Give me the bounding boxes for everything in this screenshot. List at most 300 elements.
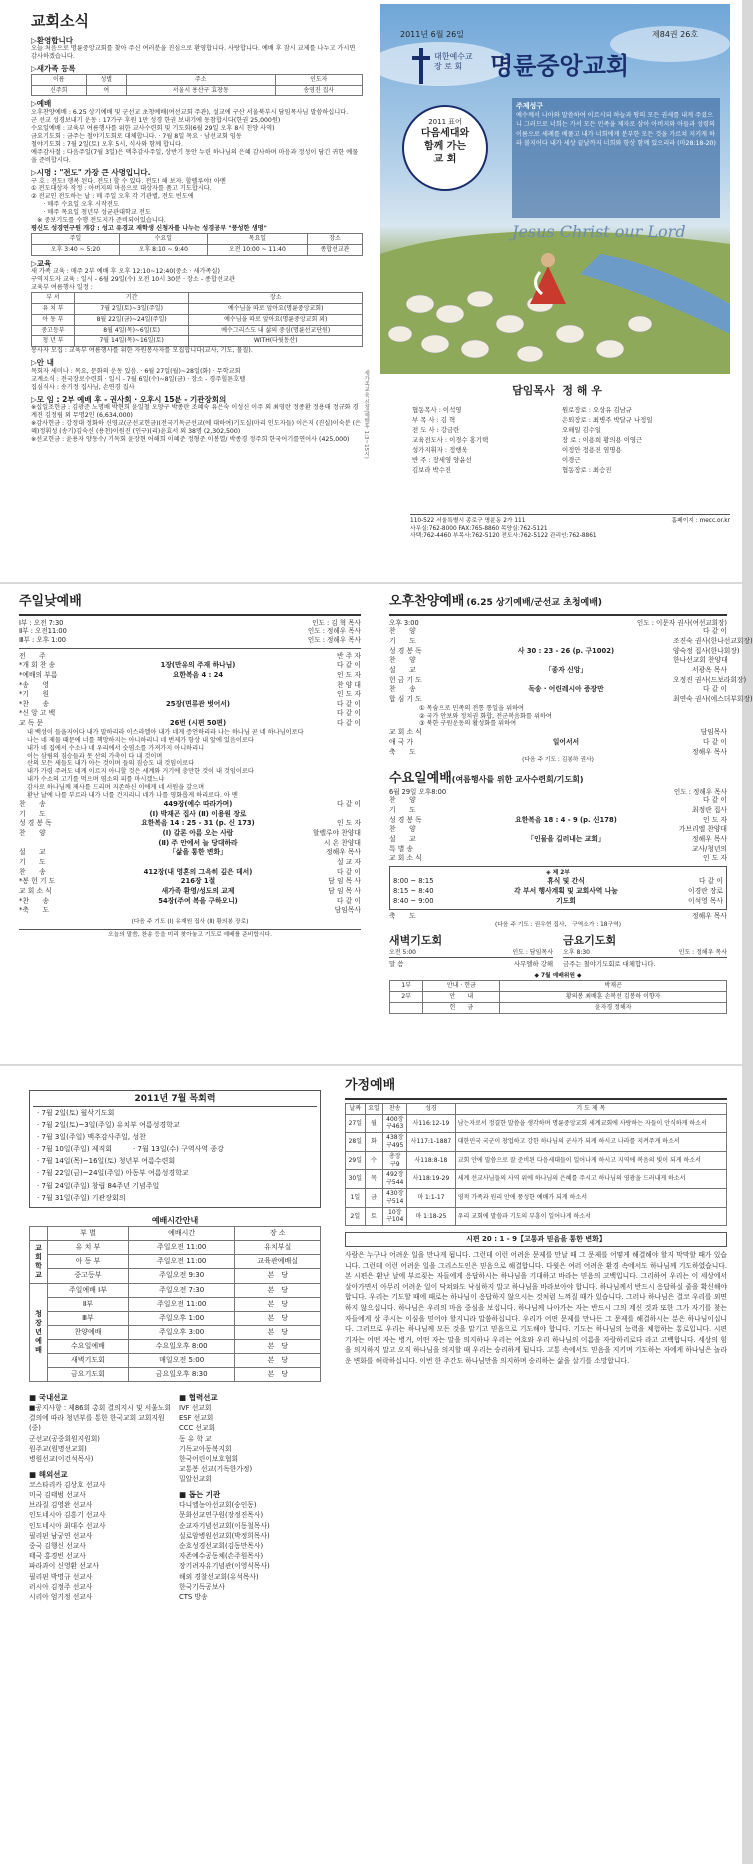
wednesday-time-row: [389, 788, 727, 797]
order-content: 「인물을 길러내는 교회」: [527, 834, 605, 843]
support-heading: ■ 돕는 기관: [179, 1490, 221, 1500]
order-person: 다 같 이: [702, 685, 727, 694]
table-cell: 중고등부: [32, 325, 75, 336]
order-item: 8:15 ~ 8:40: [393, 886, 434, 895]
table-cell: 8월 22일(금)~24일(주일): [74, 314, 189, 325]
staff-right: 이경근: [562, 455, 581, 464]
support-list: [179, 1500, 321, 1602]
order-content: 요한복음 18 : 4 - 9 (p. 신178): [515, 815, 617, 824]
text-line: 문화선교연구원(장정진목사): [179, 1511, 264, 1520]
order-person: 서광옥 목사: [692, 666, 727, 675]
order-row: [389, 748, 727, 758]
dawn-time: 오전 5:00: [389, 948, 416, 956]
staff-left: 협동목사 : 이석영: [412, 406, 462, 414]
table-cell: 본 당: [235, 1354, 321, 1368]
order-item: 특 별 송: [389, 844, 414, 853]
text-line: 중국 김행신 선교사: [29, 1541, 86, 1550]
welcome-heading: ▷환영합니다: [31, 35, 73, 45]
dawn-label: 말 씀: [389, 959, 404, 968]
volunteer-note: 봉사자 모집 : 교육부 여름행사를 위한 자원봉사자를 모집합니다(교사, 기도, 물질).: [31, 347, 253, 355]
evening-title: 오후찬양예배: [389, 594, 465, 609]
order-row: [19, 819, 361, 829]
order-row: [19, 719, 361, 729]
column-header: [30, 1227, 48, 1241]
order-person: 찬 양 대: [336, 680, 361, 689]
overseas-heading: ■ 해외선교: [29, 1470, 68, 1480]
order-row: [389, 685, 727, 695]
order-row: [389, 637, 753, 647]
table-row: [30, 1354, 321, 1368]
text-line: 인도네시아 최대수 선교사: [29, 1521, 106, 1530]
dawn-friday-row: [389, 934, 727, 967]
table-row: [30, 1311, 321, 1325]
order-person: 인 도 자: [336, 670, 361, 679]
order-item: 축 도: [389, 747, 416, 756]
text-line: 미국 김태범 선교사: [29, 1491, 86, 1500]
evening-next-prayer: (다음 주 기도 : 김봉하 권사): [522, 757, 594, 764]
order-row: [389, 845, 727, 855]
welcome-text: 오늘 처음으로 명륜중앙교회를 찾아 주신 여러분을 진심으로 환영합니다. 사랑합니다. 예배 후 잠시 교제를 나누고 가시면 감사하겠습니다.: [31, 45, 356, 61]
order-content: (Ⅱ) 주 안에서 늘 당대하라: [158, 838, 238, 847]
table-cell: 본 당: [235, 1283, 321, 1297]
part2-box: [389, 866, 727, 910]
order-item: 기 도: [389, 805, 416, 814]
table-cell: 주일오전 11:00: [128, 1297, 235, 1311]
table-cell: 남는자로서 정결한 말씀을 생각하며 명륜중앙교회 세계교회에 사랑하는 자들이 안식하게 하소서: [455, 1114, 726, 1133]
staff-row: [412, 466, 712, 476]
wednesday-order-list: [389, 796, 727, 863]
staff-row: [412, 426, 712, 436]
order-item: 교 회 소 식: [389, 854, 422, 863]
wednesday-closing: [389, 912, 727, 922]
table-cell: 오후 8:10 ~ 9:40: [119, 244, 207, 255]
column-header: 장 소: [235, 1227, 321, 1241]
order-item: 성 경 봉 독: [389, 815, 422, 824]
text-line: 자존예수공동체(손주원목사): [179, 1552, 264, 1561]
order-person: 최정란 집사: [692, 805, 727, 814]
table-cell: 본 당: [235, 1297, 321, 1311]
order-item: 찬 송: [19, 800, 46, 809]
table-cell: 아 동 부: [32, 314, 75, 325]
table-row: [30, 1241, 321, 1255]
table-cell: 수요일예배: [48, 1339, 129, 1353]
table-cell: 29일: [346, 1151, 366, 1170]
table-cell: 사118:8-18: [407, 1151, 456, 1170]
table-cell: 수: [365, 1151, 383, 1170]
order-content: 1장(만유의 주재 하나님): [160, 661, 236, 670]
table-cell: 본 당: [235, 1368, 321, 1382]
order-row: [389, 675, 747, 686]
order-person: 인 도 자: [336, 690, 361, 699]
order-content: 216장 1절: [180, 877, 216, 886]
column-header: 수요일: [119, 234, 207, 245]
table-cell: 주일예배 Ⅰ부: [48, 1283, 129, 1297]
table-cell: 예수그리스도 내 삶의 중심(명륜선교단원): [189, 325, 363, 336]
text-line: 철야기도회 : 7월 2일(토) 오후 5시, 식사와 함께 합니다.: [31, 140, 183, 148]
order-person: 다 같 이: [336, 699, 361, 708]
overseas-list: [29, 1480, 171, 1602]
text-line: 군 선교 성경보내기 운동 : 17가구 후원 1만 성경 한권 보내기에 동참합시다(한권 25,000원): [31, 117, 281, 125]
order-row: [19, 709, 361, 719]
order-content: 휴식 및 간식: [547, 877, 585, 886]
text-line: 태국 홍경빈 선교사: [29, 1552, 86, 1561]
table-cell: 492장 구544: [383, 1170, 407, 1189]
order-content: (Ⅰ) 갈론 아름 오는 사람: [162, 829, 234, 838]
table-cell: 유 치 부: [48, 1241, 129, 1255]
cover-date: 2011년 6월 26일: [400, 30, 464, 39]
text-line: 감사로 하나님께 제사를 드리며 지존하신 이에게 네 서원을 갚으며: [27, 784, 205, 792]
table-row: [346, 1114, 727, 1133]
order-person: 최연숙 권사(에스더부회장): [673, 694, 753, 703]
text-line: 목회자 세미나 : 목요, 문화의 운동 있음. · 6월 27일(월)~28일(화) · 무학교회: [31, 367, 241, 375]
column-header: 성경: [407, 1103, 456, 1114]
column-header: 요일: [365, 1103, 383, 1114]
page-middle: [0, 584, 753, 1064]
table-cell: 금요일오후 8:30: [128, 1368, 235, 1382]
order-item: 8:00 ~ 8:15: [393, 877, 434, 886]
table-cell: 청 년 부: [32, 336, 75, 347]
order-row: [19, 652, 361, 662]
table-cell: 28일: [346, 1133, 366, 1152]
table-cell: 여: [86, 85, 126, 96]
staff-row: [412, 456, 712, 466]
family-title: 가정예배: [345, 1078, 396, 1093]
service-time-row: [19, 636, 361, 645]
order-row: [19, 810, 361, 820]
table-cell: 27일: [346, 1114, 366, 1133]
order-person: 다 같 이: [336, 709, 361, 718]
order-row: [389, 806, 727, 816]
order-person: 인 도 자: [702, 815, 727, 824]
calendar-item: · 7월 22일(금)~24일(주일) 아동부 여름성경학교: [37, 1169, 189, 1178]
table-cell: 2부: [390, 992, 423, 1003]
text-line: 순호성경선교회(김동만목사): [179, 1541, 264, 1550]
table-cell: 오후 3:40 ~ 5:20: [32, 244, 120, 255]
motto-year: 2011 표어: [428, 118, 462, 126]
order-item: 찬 양: [389, 796, 416, 805]
text-line: ① 목숨으로 민족의 전통 통일을 위하여: [419, 704, 525, 712]
coop-heading: ■ 협력선교: [179, 1393, 218, 1403]
table-cell: 우리 교회에 말씀과 기도의 부흥이 일어나게 하소서: [455, 1207, 726, 1226]
order-person: 담 임 목 사: [328, 886, 361, 895]
text-line: 해외 경찰선교회(유석목사): [179, 1572, 259, 1581]
order-row: [389, 816, 727, 826]
table-cell: 매일오전 5:00: [128, 1354, 235, 1368]
column-header: 주일: [32, 234, 120, 245]
order-item: 성 경 봉 독: [389, 646, 422, 655]
order-content: 요한복음 4 : 24: [172, 670, 224, 679]
table-row: [30, 1283, 321, 1297]
order-row: [19, 897, 361, 907]
text-line: CTS 방송: [179, 1592, 208, 1601]
evening-order-list: [389, 627, 753, 704]
table-cell: 안내 · 헌금: [423, 981, 500, 992]
order-row: [393, 877, 723, 887]
table-cell: 주일오전 11:00: [128, 1255, 235, 1269]
order-row: [19, 868, 361, 878]
table-row: [390, 1002, 727, 1013]
text-line: 인도네시아 김흥기 선교사: [29, 1511, 106, 1520]
table-cell: 유 치 부: [32, 304, 75, 315]
missions-right: [179, 1390, 321, 1602]
text-line: 기독교아동복지회: [179, 1444, 232, 1453]
staff-row: [412, 436, 712, 446]
wednesday-subtitle: (여름행사를 위한 교사수련회/기도회): [451, 774, 584, 784]
order-row: [19, 887, 361, 897]
order-row: [19, 700, 361, 710]
table-row: [32, 304, 363, 315]
order-item: *축 도: [19, 906, 50, 915]
devotion-title: 시편 20 : 1 - 9【고통과 믿음을 통한 변화】: [345, 1232, 727, 1247]
text-line: 구 호 : 전도! 행복 된다. 전도! 할 수 있다. 전도! 해 보자. 할렐루야! 아멘: [31, 177, 226, 185]
table-row: [30, 1368, 321, 1382]
column-header: 장소: [307, 234, 362, 245]
missions-left: [29, 1390, 171, 1602]
table-cell: Ⅲ부: [48, 1311, 129, 1325]
table-cell: 사118:19-29: [407, 1170, 456, 1189]
order-person: 가브리엘 찬양대: [678, 825, 727, 834]
staff-list: [412, 406, 712, 475]
text-line: 순교자기념선교회(이동철목사): [179, 1521, 270, 1530]
order-person: 담임목사: [334, 906, 361, 915]
text-line: 파라과이 신영환 선교사: [29, 1562, 99, 1571]
theme-verse-box: [512, 98, 720, 218]
table-cell: 주일오전 9:30: [128, 1269, 235, 1283]
table-row: [346, 1207, 727, 1226]
theme-label: 주제성구: [516, 102, 544, 110]
order-content: 새가족 환영/성도의 교제: [161, 886, 235, 895]
education-notices: [31, 268, 363, 292]
table-cell: 황의봉 최배훈 손복선 김봉하 이향자: [500, 992, 727, 1003]
text-line: 브라질 김영완 선교사: [29, 1501, 93, 1510]
text-line: 교통봉 선교(기독한가정): [179, 1465, 253, 1474]
table-cell: 박재곤: [500, 981, 727, 992]
schedule-title: 예배시간안내: [151, 1215, 199, 1225]
order-content: 기도회: [556, 896, 576, 905]
order-content: 「종자 신앙」: [544, 666, 588, 675]
order-row: [389, 738, 727, 748]
table-cell: 화: [365, 1133, 383, 1152]
column-header: 찬송: [383, 1103, 407, 1114]
staff-right: 오해일 김수일: [562, 425, 602, 434]
text-line: 구역지도자 교육 : 일시 - 6월 29일(수) 오전 10시 30분 · 장소 - 종합선교관: [31, 276, 235, 284]
order-person: 양숙정 집사(한나회장): [673, 646, 740, 655]
table-header-row: [346, 1103, 727, 1114]
column-header: 날짜: [346, 1103, 366, 1114]
text-line: 내가 네 집에서 수소나 네 우리에서 숫염소를 가져가지 아니하리니: [27, 744, 205, 752]
wednesday-next-prayer: (다음 주 기도 : 권우현 집사, 구역소가 : 18구역): [495, 921, 621, 928]
table-row: [30, 1297, 321, 1311]
order-item: 기 도: [19, 809, 46, 818]
service-leader: 인도 : 김 혁 목사: [312, 618, 361, 627]
table-cell: 금요기도회: [48, 1368, 129, 1382]
table-cell: 주일오후 1:00: [128, 1311, 235, 1325]
table-cell: 본 당: [235, 1269, 321, 1283]
evening-title-row: [389, 594, 727, 611]
text-line: 환난 날에 나를 부르라 내가 너를 건지리니 네가 나를 영화롭게 하리로다. 아 멘: [27, 792, 238, 800]
order-person: 다 같 이: [698, 877, 723, 886]
prayer-items: [389, 705, 727, 729]
table-cell: 10장 구104: [383, 1207, 407, 1226]
order-row: [19, 877, 361, 887]
column-header: 부 별: [48, 1227, 129, 1241]
friday-title: 금요기도회: [563, 934, 617, 948]
order-row: [389, 666, 727, 676]
table-row: [346, 1151, 727, 1170]
order-row: [389, 646, 740, 657]
order-item: *기 원: [19, 690, 50, 699]
order-person: 다 같 이: [336, 661, 361, 670]
table-header-row: [32, 293, 363, 304]
order-person: 다 같 이: [336, 896, 361, 905]
order-row: [19, 681, 361, 691]
order-row: [19, 690, 361, 700]
table-cell: 본 당: [235, 1325, 321, 1339]
order-row: [19, 829, 361, 839]
table-cell: 새벽기도회: [48, 1354, 129, 1368]
text-line: 필리핀 남궁연 선교사: [29, 1531, 93, 1540]
order-content: 25장(면류관 벗어서): [166, 699, 230, 708]
text-line: 실로암병원선교회(박정희목사): [179, 1531, 270, 1540]
column-header: 주소: [126, 74, 275, 85]
table-cell: 안 내: [423, 992, 500, 1003]
text-line: 코스타리카 김상호 선교사: [29, 1480, 106, 1489]
staff-right: 협동장로 : 최승진: [562, 465, 612, 474]
text-line: 새 가족 교육 : 매주 2부 예배 후 오후 12:10~12:40(중소 · 새가족실): [31, 268, 220, 276]
table-cell: 본 당: [235, 1311, 321, 1325]
staff-left: 교육전도사 : 이경수 홍기택: [412, 435, 489, 444]
order-row: [19, 858, 361, 868]
text-line: 한국기독공보사: [179, 1582, 225, 1591]
text-line: CCC 선교회: [179, 1424, 216, 1433]
table-cell: 금: [365, 1189, 383, 1208]
motto-circle: [402, 105, 488, 191]
order-item: 8:40 ~ 9:00: [393, 896, 434, 905]
text-line: 교육부 여름행사 일정 :: [31, 284, 93, 292]
page-bottom: [0, 1066, 742, 1864]
phone-line2: 사택:762-4460 부목사:762-5120 전도사:762-5122 관리인:762-8861: [410, 533, 597, 540]
calendar-item: · 7월 10일(주일) 제직회 · 7월 13일(수) 구역사역 종강: [37, 1145, 224, 1154]
table-cell: 중고등부: [48, 1269, 129, 1283]
text-line: 한국어린이보호협회: [179, 1454, 239, 1463]
table-row: [32, 314, 363, 325]
part2-rows: [393, 877, 723, 906]
wednesday-title-row: [389, 771, 727, 788]
order-content: 「삶을 통한 변화」: [169, 848, 227, 857]
calendar-item: · 7월 3일(주일) 맥추감사주일, 성찬: [37, 1132, 146, 1141]
service-time-row: [19, 627, 361, 636]
evangelism-notices: [31, 178, 363, 226]
text-line: 러시아 김정주 선교사: [29, 1582, 93, 1591]
order-item: *예배의 부름: [19, 670, 58, 679]
friday-leader: 인도 : 정해우 목사: [678, 948, 727, 956]
order-row: [389, 656, 727, 666]
order-item: 기 도: [19, 857, 46, 866]
order-item: 교 회 소 식: [389, 728, 422, 737]
denomination-line2: 장 로 회: [434, 61, 463, 71]
july-committee-table: [389, 980, 727, 1013]
table-cell: 430장 구514: [383, 1189, 407, 1208]
order-item: *송 영: [19, 680, 50, 689]
order-item: *찬 송: [19, 699, 50, 708]
table-cell: 7월 2일(토)~3일(주일): [74, 304, 189, 315]
order-row: [19, 839, 361, 849]
table-cell: 2일: [346, 1207, 366, 1226]
dawn-time-row: [389, 949, 553, 958]
staff-right: 은퇴장로 : 최병주 박달규 나정일: [562, 415, 653, 424]
bible-study-table: [31, 233, 363, 256]
dawn-block: [389, 934, 553, 967]
order-person: 담 임 목 사: [328, 877, 361, 886]
wednesday-leader: 인도 : 정해우 목사: [673, 787, 727, 796]
order-person: 정해우 목사: [692, 747, 727, 756]
monthly-list: [33, 1107, 317, 1204]
order-person: 설 교 자: [336, 857, 361, 866]
column-header: 기간: [74, 293, 189, 304]
evening-subtitle: (6.25 상기예배/군선교 초청예배): [466, 598, 603, 608]
homepage: 홈페이지 : mecc.or.kr: [671, 518, 730, 524]
order-row: [19, 906, 361, 916]
sunday-order-list-2: [19, 800, 361, 916]
july-committee-title: ◆ 7월 예배위원 ◆: [534, 972, 582, 979]
evening-time-row: [389, 619, 727, 628]
text-line: ※선교헌금 : 윤용자 양동수/ 기독회 윤장현 어해희 이혜준 정형준 이봉열/ 박종경 정주희 한국어기를연어사 (425,000): [31, 436, 350, 444]
evening-time: 오후 3:00: [389, 618, 419, 627]
closing-note: 오늘의 말씀, 찬송 등을 미리 찾아놓고 기도로 예배를 준비합시다.: [19, 929, 361, 940]
table-cell: 1일: [346, 1189, 366, 1208]
order-row: [389, 728, 727, 738]
table-cell: Ⅱ부: [48, 1297, 129, 1311]
column-header: 기 도 제 목: [455, 1103, 726, 1114]
monthly-panel: [20, 1072, 330, 1858]
cover-panel: [372, 0, 742, 582]
text-line: 병원선교(이건석목사): [29, 1454, 94, 1463]
table-cell: 월: [365, 1114, 383, 1133]
service-name: Ⅱ부 : 오전11:00: [19, 627, 67, 636]
order-person: 정해우 목사: [692, 834, 727, 843]
text-line: ② 국가 안보와 정치권 화합, 전군복음화를 위하여: [419, 712, 552, 720]
table-cell: 대한민국 국군이 창업하고 강한 하나님의 군사가 되게 하시고 나라를 지켜주게 하소서: [455, 1133, 726, 1152]
text-line: 수요일예배 : 교육부 여름행사를 위한 교사수련회 및 기도회(6월 29일 오후 8시 친양 사역): [31, 125, 275, 133]
meeting-heading: ▷모 임 : 2부 예배 후 - 권사회 · 오후시 15분 - 기관장회의: [31, 394, 227, 404]
order-item: 성 경 봉 독: [19, 819, 52, 828]
text-line: ※ 중보기도를 수행 전도지가 준비되어있습니다.: [31, 217, 166, 225]
table-cell: 토: [365, 1207, 383, 1226]
domestic-heading: ■ 국내선교: [29, 1393, 68, 1403]
table-cell: 7월 14일(목)~16일(토): [74, 336, 189, 347]
family-worship-table: [345, 1103, 727, 1226]
order-content: 각 부서 행사계획 및 교회사역 나눔: [514, 886, 618, 895]
table-row: [32, 244, 363, 255]
order-item: 교 회 소 식: [19, 886, 52, 895]
calendar-item: · 7월 2일(토)~3일(주일) 유치부 여름성경학교: [37, 1120, 180, 1129]
order-person: 다 같 이: [702, 738, 727, 747]
order-person: 인 도 자: [702, 854, 727, 863]
dawn-title: 새벽기도회: [389, 934, 443, 948]
table-row: [390, 981, 727, 992]
order-item: 축 도: [389, 912, 416, 921]
table-cell: 주일오전 11:00: [128, 1241, 235, 1255]
table-header-row: [30, 1227, 321, 1241]
church-name: 명륜중앙교회: [490, 51, 630, 80]
dawn-note: 사무엘하 강해: [513, 959, 553, 968]
table-cell: 예수님을 따로 앞아요(명륜중앙교회): [189, 304, 363, 315]
order-content: 26번 (시편 50편): [169, 719, 227, 728]
order-item: 찬 양: [19, 829, 46, 838]
table-cell: 주일오전 7:30: [128, 1283, 235, 1297]
news-title: 교회소식: [31, 12, 89, 30]
title-rule: [389, 614, 727, 616]
